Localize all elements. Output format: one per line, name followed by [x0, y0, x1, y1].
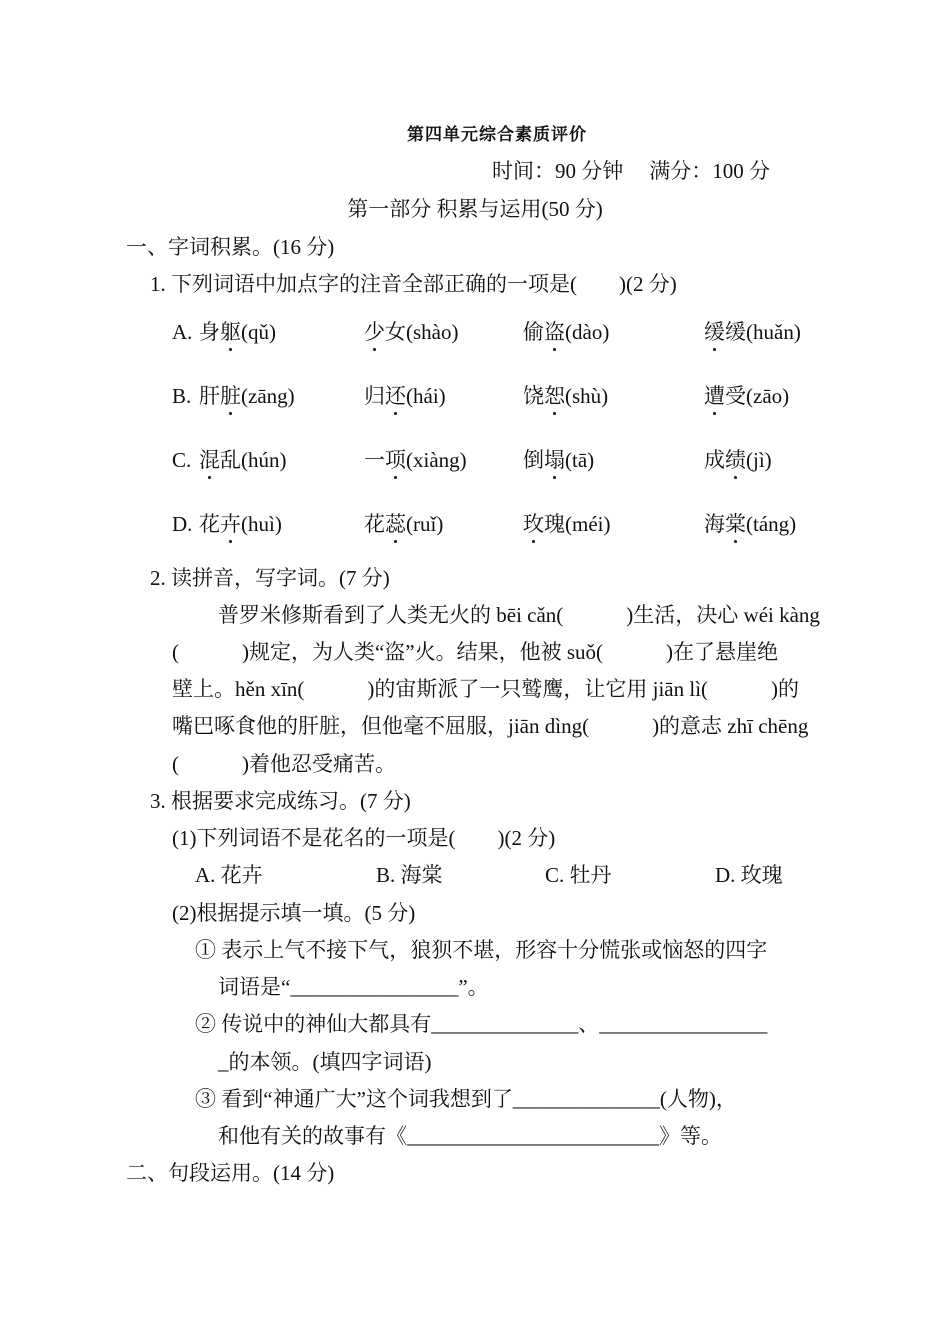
q2-line3: 壁上。hěn xīn( )的宙斯派了一只鹫鹰，让它用 jiān lì( )的	[172, 677, 800, 701]
q3-option-d: D. 玫瑰	[715, 863, 783, 887]
word-prefix: 归	[364, 384, 385, 408]
dotted-character: 脏	[220, 384, 241, 408]
word-suffix: 女	[385, 320, 406, 344]
dotted-character: 遭	[704, 384, 725, 408]
q2-line4: 嘴巴啄食他的肝脏，但他毫不屈服，jiān dìng( )的意志 zhī chēng	[172, 714, 809, 738]
q1-option-word	[199, 450, 287, 471]
pinyin: (tā)	[565, 448, 595, 472]
q3-sub1: (1)下列词语不是花名的一项是( )(2 分)	[172, 826, 556, 850]
q1-option-word	[523, 450, 594, 471]
dotted-character: 玫	[523, 512, 544, 536]
q1-option-word	[704, 386, 789, 407]
word-suffix: 乱	[220, 448, 241, 472]
q1-option-word	[364, 450, 467, 471]
word-prefix: 饶	[523, 384, 544, 408]
dotted-character: 少	[364, 320, 385, 344]
pinyin: (huì)	[241, 512, 282, 536]
pinyin: (jì)	[746, 448, 772, 472]
dotted-character: 盗	[544, 320, 565, 344]
word-prefix: 倒	[523, 448, 544, 472]
q1-option-word	[364, 514, 443, 535]
q3-item3-line2: 和他有关的故事有《________________________》等。	[218, 1124, 722, 1148]
q1-option-word	[523, 386, 608, 407]
q1-option-word	[199, 386, 295, 407]
q2-line1: 普罗米修斯看到了人类无火的 bēi cǎn( )生活，决心 wéi kàng	[218, 603, 820, 627]
page-title: 第四单元综合素质评价	[407, 125, 587, 144]
dotted-character: 恕	[544, 384, 565, 408]
dotted-character: 项	[385, 448, 406, 472]
pinyin: (zāo)	[746, 384, 790, 408]
pinyin: (hái)	[406, 384, 446, 408]
word-suffix: 瑰	[544, 512, 565, 536]
q1-option-word	[704, 322, 801, 343]
word-prefix: 一	[364, 448, 385, 472]
word-prefix: 海	[704, 512, 725, 536]
dotted-character: 绩	[725, 448, 746, 472]
pinyin: (qǔ)	[241, 320, 276, 344]
pinyin: (xiàng)	[406, 448, 467, 472]
q1-option-word	[523, 514, 610, 535]
q1-option-word	[704, 450, 772, 471]
q1-stem: 1. 下列词语中加点字的注音全部正确的一项是( )(2 分)	[150, 272, 677, 296]
q1-option-word	[523, 322, 609, 343]
q1-option-label: B.	[172, 384, 192, 408]
q2-line5: ( )着他忍受痛苦。	[172, 752, 396, 776]
pinyin: (dào)	[565, 320, 610, 344]
word-prefix: 肝	[199, 384, 220, 408]
q1-option-word	[199, 514, 282, 535]
word-prefix: 偷	[523, 320, 544, 344]
q3-sub2: (2)根据提示填一填。(5 分)	[172, 901, 416, 925]
dotted-character: 卉	[220, 512, 241, 536]
word-prefix: 花	[199, 512, 220, 536]
word-suffix: 受	[725, 384, 746, 408]
full-score: 满分：100 分	[649, 159, 770, 183]
dotted-character: 躯	[220, 320, 241, 344]
q3-item1-line2: 词语是“________________”。	[218, 975, 489, 999]
word-prefix: 身	[199, 320, 220, 344]
word-prefix: 成	[704, 448, 725, 472]
q1-option-word	[364, 322, 458, 343]
q3-option-a: A. 花卉	[195, 863, 263, 887]
pinyin: (shào)	[406, 320, 459, 344]
q3-item1-line1: ① 表示上气不接下气，狼狈不堪，形容十分慌张或恼怒的四字	[195, 938, 768, 962]
section1-heading: 一、字词积累。(16 分)	[126, 235, 335, 259]
pinyin: (ruǐ)	[406, 512, 444, 536]
q3-item2-line2: _的本领。(填四字词语)	[218, 1050, 432, 1074]
pinyin: (méi)	[565, 512, 611, 536]
q1-option-word	[364, 386, 446, 407]
q2-stem: 2. 读拼音，写字词。(7 分)	[150, 566, 390, 590]
pinyin: (shù)	[565, 384, 609, 408]
q3-item2-line1: ② 传说中的神仙大都具有______________、________________	[195, 1012, 768, 1036]
time-limit: 时间：90 分钟	[492, 159, 624, 183]
word-prefix: 花	[364, 512, 385, 536]
q3-option-b: B. 海棠	[376, 863, 443, 887]
dotted-character: 混	[199, 448, 220, 472]
dotted-character: 蕊	[385, 512, 406, 536]
dotted-character: 还	[385, 384, 406, 408]
dotted-character: 棠	[725, 512, 746, 536]
pinyin: (huǎn)	[746, 320, 801, 344]
q3-option-c: C. 牡丹	[545, 863, 612, 887]
exam-meta	[492, 161, 770, 182]
pinyin: (hún)	[241, 448, 287, 472]
dotted-character: 塌	[544, 448, 565, 472]
part-heading: 第一部分 积累与运用(50 分)	[347, 197, 603, 221]
q1-option-label: A.	[172, 320, 193, 344]
q1-option-word	[704, 514, 796, 535]
pinyin: (táng)	[746, 512, 797, 536]
q1-option-word	[199, 322, 276, 343]
q2-line2: ( )规定，为人类“盗”火。结果，他被 suǒ( )在了悬崖绝	[172, 640, 779, 664]
q1-option-label: D.	[172, 512, 193, 536]
pinyin: (zāng)	[241, 384, 295, 408]
word-suffix: 缓	[725, 320, 746, 344]
section2-heading: 二、句段运用。(14 分)	[126, 1161, 335, 1185]
dotted-character: 缓	[704, 320, 725, 344]
q3-item3-line1: ③ 看到“神通广大”这个词我想到了______________(人物)，	[195, 1087, 737, 1111]
q1-option-label: C.	[172, 448, 192, 472]
q3-stem: 3. 根据要求完成练习。(7 分)	[150, 789, 411, 813]
